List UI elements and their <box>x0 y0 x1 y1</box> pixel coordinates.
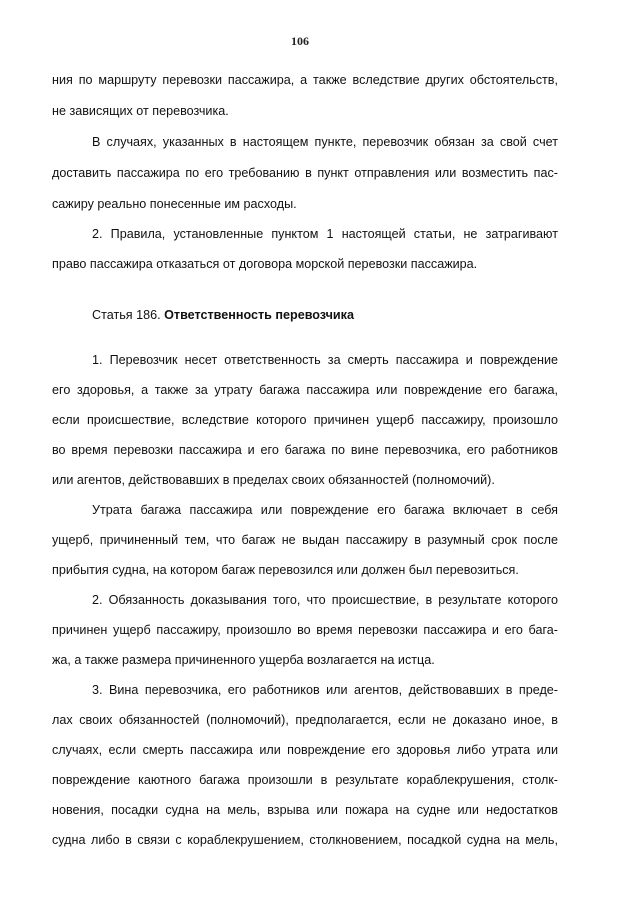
text-line: новения, посадки судна на мель, взрыва или пожара на судне или недостатков <box>52 803 558 817</box>
text-line: или агентов, действовавших в пределах своих обязанностей (полномочий). <box>52 473 495 487</box>
text-line: ущерб, причиненный тем, что багаж не выдан пассажиру в разумный срок после <box>52 533 558 547</box>
text-line: его здоровья, а также за утрату багажа пассажира или повреждение его багажа, <box>52 383 558 397</box>
text-line: жа, а также размера причиненного ущерба возлагается на истца. <box>52 653 435 667</box>
text-line: доставить пассажира по его требованию в пункт отправления или возместить пас- <box>52 166 558 180</box>
text-line: Утрата багажа пассажира или повреждение его багажа включает в себя <box>92 503 558 517</box>
text-line: лах своих обязанностей (полномочий), предполагается, если не доказано иное, в <box>52 713 558 727</box>
text-line: если происшествие, вследствие которого причинен ущерб пассажиру, произошло <box>52 413 558 427</box>
text-line: ния по маршруту перевозки пассажира, а также вследствие других обстоятельств, <box>52 73 558 87</box>
text-line: случаях, если смерть пассажира или повреждение его здоровья либо утрата или <box>52 743 558 757</box>
text-line: причинен ущерб пассажиру, произошло во время перевозки пассажира и его бага- <box>52 623 558 637</box>
text-line: 1. Перевозчик несет ответственность за смерть пассажира и повреждение <box>92 353 558 367</box>
text-line: сажиру реально понесенные им расходы. <box>52 197 297 211</box>
article-number: Статья 186. <box>92 308 165 322</box>
text-line: прибытия судна, на котором багаж перевозился или должен был перевозиться. <box>52 563 519 577</box>
text-line: право пассажира отказаться от договора морской перевозки пассажира. <box>52 257 478 271</box>
article-heading <box>92 307 558 323</box>
text-line: В случаях, указанных в настоящем пункте, перевозчик обязан за свой счет <box>92 135 558 149</box>
text-line: судна либо в связи с кораблекрушением, столкновением, посадкой судна на мель, <box>52 833 558 847</box>
text-line: повреждение каютного багажа произошли в результате кораблекрушения, столк- <box>52 773 558 787</box>
text-line: 2. Обязанность доказывания того, что происшествие, в результате которого <box>92 593 558 607</box>
text-line: не зависящих от перевозчика. <box>52 104 229 118</box>
article-title: Ответственность перевозчика <box>164 308 354 322</box>
text-line: во время перевозки пассажира и его багажа по вине перевозчика, его работников <box>52 443 558 457</box>
text-line: 2. Правила, установленные пунктом 1 настоящей статьи, не затрагивают <box>92 227 558 241</box>
page-number: 106 <box>291 34 309 48</box>
text-line: 3. Вина перевозчика, его работников или агентов, действовавших в преде- <box>92 683 558 697</box>
